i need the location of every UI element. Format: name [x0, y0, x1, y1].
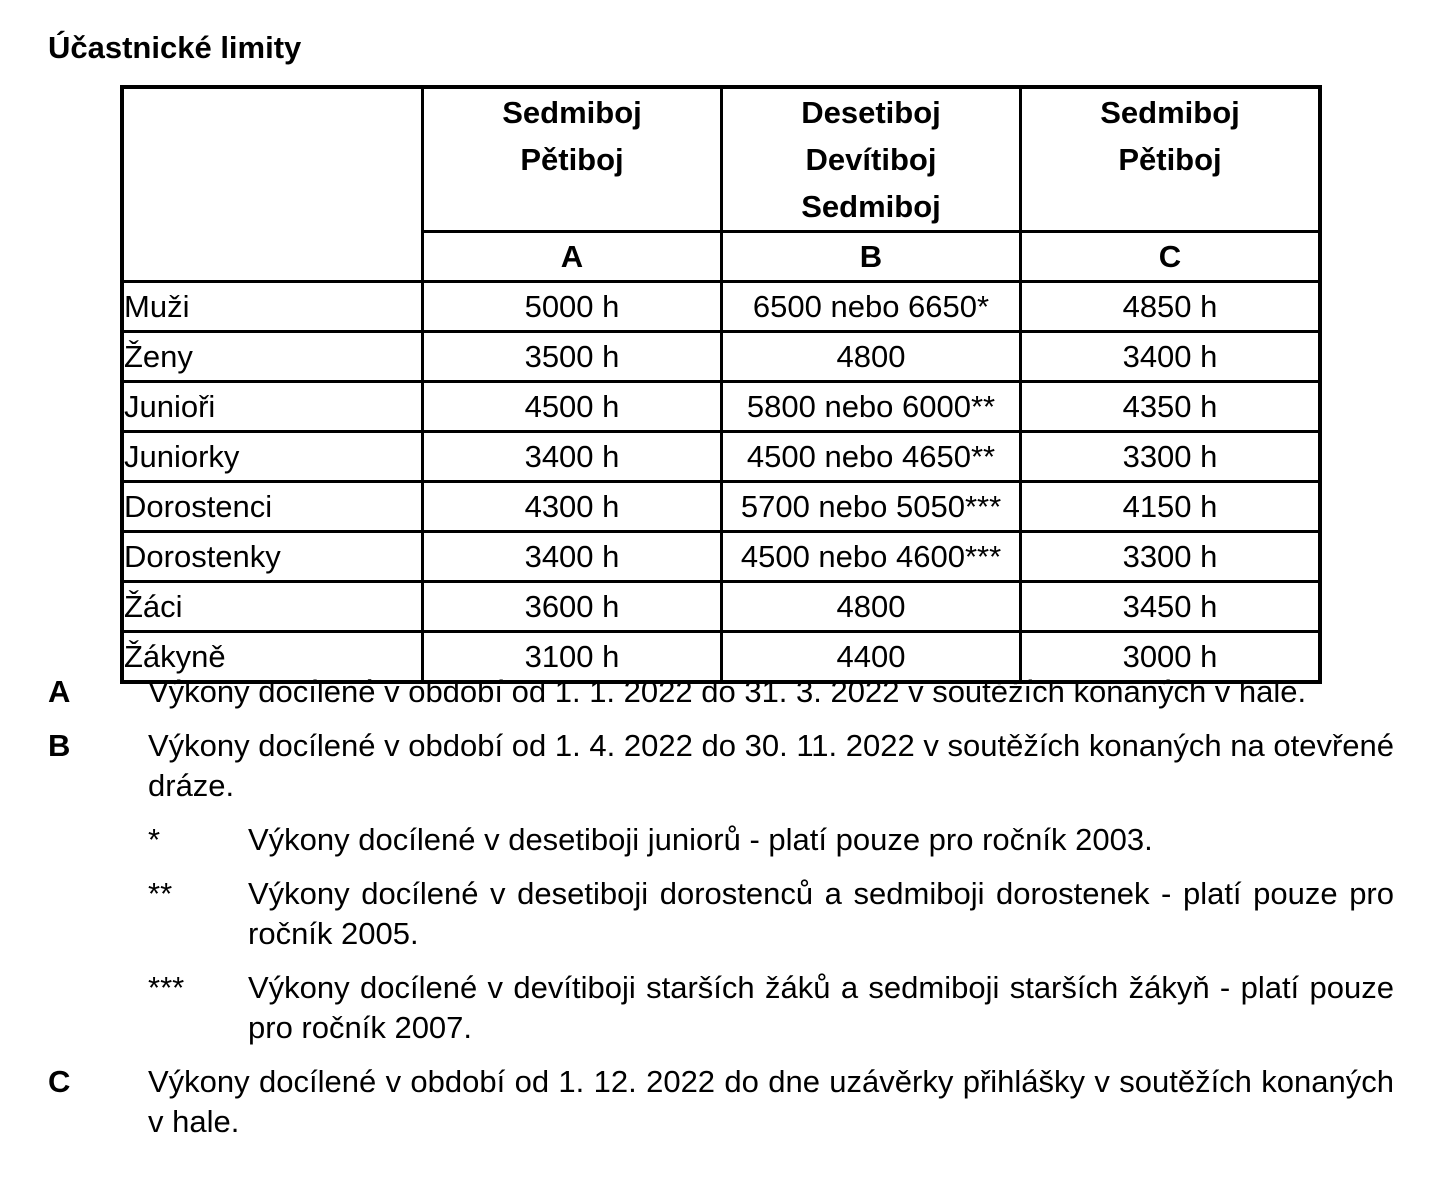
- table-row: [122, 482, 1320, 532]
- note-key: **: [148, 876, 173, 911]
- limit-b-cell: 4500 nebo 4600***: [722, 532, 1021, 582]
- header-event: Sedmiboj: [1100, 95, 1240, 130]
- limit-b-cell: 4800: [722, 582, 1021, 632]
- limit-c-cell: 4850 h: [1021, 282, 1321, 332]
- page-title: Účastnické limity: [48, 30, 302, 65]
- limit-a-cell: 4500 h: [423, 382, 722, 432]
- note-text: Výkony docílené v devítiboji starších žáků a sedmiboji starších žákyň - platí pouze pro ročník 2007.: [248, 970, 1394, 1045]
- limit-b-cell: 5700 nebo 5050***: [722, 482, 1021, 532]
- header-events-b: [722, 87, 1021, 232]
- header-letter-a: A: [423, 232, 722, 282]
- limits-table: [120, 85, 1322, 684]
- note-text: Výkony docílené v období od 1. 1. 2022 do 31. 3. 2022 v soutěžích konaných v hale.: [148, 674, 1307, 709]
- table-row: [122, 382, 1320, 432]
- category-cell: Žákyně: [122, 632, 423, 683]
- header-event: Sedmiboj: [502, 95, 642, 130]
- limit-c-cell: 3300 h: [1021, 432, 1321, 482]
- limit-c-cell: 4150 h: [1021, 482, 1321, 532]
- note-key: B: [48, 728, 71, 763]
- note-text: Výkony docílené v období od 1. 12. 2022 do dne uzávěrky přihlášky v soutěžích konaných v hale.: [148, 1064, 1394, 1139]
- limit-a-cell: 4300 h: [423, 482, 722, 532]
- header-event: Sedmiboj: [801, 189, 941, 224]
- header-event: Pětiboj: [1118, 142, 1222, 177]
- note-key: C: [48, 1064, 71, 1099]
- limit-c-cell: 3300 h: [1021, 532, 1321, 582]
- category-cell: Dorostenky: [122, 532, 423, 582]
- header-empty-cell: [122, 87, 423, 282]
- limit-a-cell: 3400 h: [423, 432, 722, 482]
- category-cell: Dorostenci: [122, 482, 423, 532]
- note-star3: [148, 968, 1394, 1048]
- note-a: [48, 672, 1394, 712]
- limit-b-cell: 5800 nebo 6000**: [722, 382, 1021, 432]
- note-star1: [148, 820, 1394, 860]
- note-b: [48, 726, 1394, 806]
- category-cell: Juniorky: [122, 432, 423, 482]
- header-row-events: [122, 87, 1320, 232]
- table-row: [122, 332, 1320, 382]
- category-cell: Ženy: [122, 332, 423, 382]
- limit-b-cell: 6500 nebo 6650*: [722, 282, 1021, 332]
- limit-c-cell: 3000 h: [1021, 632, 1321, 683]
- category-cell: Muži: [122, 282, 423, 332]
- limit-c-cell: 4350 h: [1021, 382, 1321, 432]
- note-text: Výkony docílené v desetiboji dorostenců a sedmiboji dorostenek - platí pouze pro ročník 2005.: [248, 876, 1394, 951]
- footnotes: [48, 672, 1394, 1156]
- header-events-a: [423, 87, 722, 232]
- limit-a-cell: 3500 h: [423, 332, 722, 382]
- limit-b-cell: 4400: [722, 632, 1021, 683]
- limit-c-cell: 3400 h: [1021, 332, 1321, 382]
- header-letter-c: C: [1021, 232, 1321, 282]
- table-row: [122, 582, 1320, 632]
- header-event: Pětiboj: [520, 142, 624, 177]
- category-cell: Junioři: [122, 382, 423, 432]
- limit-a-cell: 3600 h: [423, 582, 722, 632]
- limit-a-cell: 3400 h: [423, 532, 722, 582]
- header-event: Desetiboj: [801, 95, 941, 130]
- note-star2: [148, 874, 1394, 954]
- note-key: A: [48, 674, 71, 709]
- table-row: [122, 282, 1320, 332]
- note-text: Výkony docílené v období od 1. 4. 2022 do 30. 11. 2022 v soutěžích konaných na otevřené dráze.: [148, 728, 1394, 803]
- limit-a-cell: 3100 h: [423, 632, 722, 683]
- limit-b-cell: 4500 nebo 4650**: [722, 432, 1021, 482]
- limit-c-cell: 3450 h: [1021, 582, 1321, 632]
- header-events-c: [1021, 87, 1321, 232]
- note-key: ***: [148, 970, 185, 1005]
- note-c: [48, 1062, 1394, 1142]
- note-text: Výkony docílené v desetiboji juniorů - platí pouze pro ročník 2003.: [248, 822, 1153, 857]
- limit-b-cell: 4800: [722, 332, 1021, 382]
- table-row: [122, 532, 1320, 582]
- table-row: [122, 432, 1320, 482]
- header-letter-b: B: [722, 232, 1021, 282]
- header-event: Devítiboj: [805, 142, 937, 177]
- note-key: *: [148, 822, 161, 857]
- category-cell: Žáci: [122, 582, 423, 632]
- limit-a-cell: 5000 h: [423, 282, 722, 332]
